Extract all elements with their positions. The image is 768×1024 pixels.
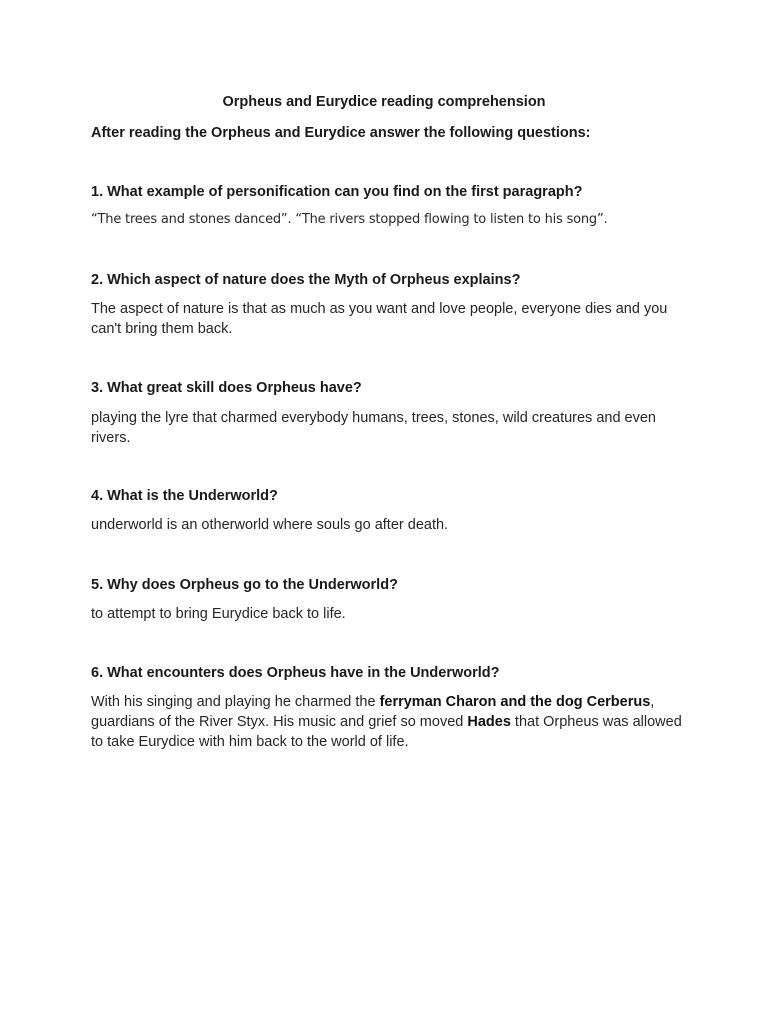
question-3: 3. What great skill does Orpheus have? xyxy=(91,380,362,396)
document-intro: After reading the Orpheus and Eurydice answer the following questions: xyxy=(91,125,591,141)
answer-3: playing the lyre that charmed everybody humans, trees, stones, wild creatures and even rivers. xyxy=(91,410,656,446)
answer-1: “The trees and stones danced”. “The rivers stopped flowing to listen to his song”. xyxy=(91,212,608,227)
answer-6-emphasis-hades: Hades xyxy=(467,714,511,730)
answer-5: to attempt to bring Eurydice back to life. xyxy=(91,606,346,622)
question-6: 6. What encounters does Orpheus have in the Underworld? xyxy=(91,665,500,681)
answer-2: The aspect of nature is that as much as you want and love people, everyone dies and you can't bring them back. xyxy=(91,301,668,337)
answer-6-text-2: , guardians of the River Styx. His music and grief so moved xyxy=(91,694,655,730)
answer-6-text-1: With his singing and playing he charmed the xyxy=(91,694,380,710)
answer-4: underworld is an otherworld where souls go after death. xyxy=(91,517,449,533)
question-2: 2. Which aspect of nature does the Myth of Orpheus explains? xyxy=(91,272,521,288)
document-title: Orpheus and Eurydice reading comprehension xyxy=(222,94,546,110)
question-5: 5. Why does Orpheus go to the Underworld? xyxy=(91,577,398,593)
question-1: 1. What example of personification can you find on the first paragraph? xyxy=(91,184,583,200)
answer-6 xyxy=(91,692,691,752)
answer-6-emphasis-charon-cerberus: ferryman Charon and the dog Cerberus xyxy=(379,694,651,710)
answer-6-text-3: that Orpheus was allowed to take Eurydice with him back to the world of life. xyxy=(91,714,682,750)
question-4: 4. What is the Underworld? xyxy=(91,488,278,504)
